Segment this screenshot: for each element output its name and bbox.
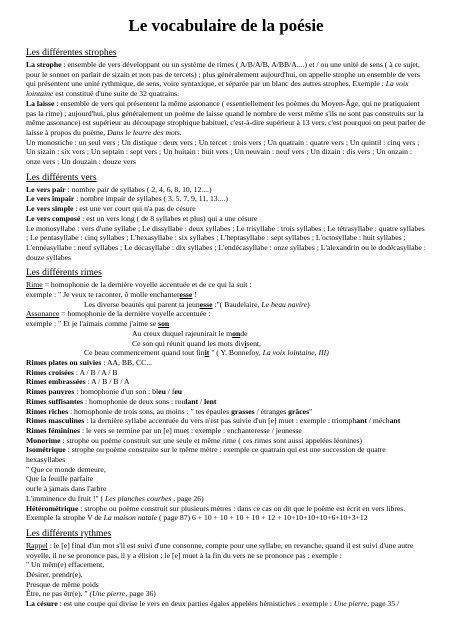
line-rimes-croisees: Rimes croisées : A / B / A / B (26, 367, 118, 377)
line-heterometrique: Hétérométrique : strophe ou poème construit sur plusieurs mètres : dans ce cas on dit que le poème est écrit en vers libres. Exemple la strophe V de La maison natale ( page 87) 6 + 10 + 10 + 10 + 10 + 12 + 10+10+10+10+6+10+3+12 (26, 503, 406, 523)
line-monorime: Monorime : strophe ou poème construit sur une seule et même rime ( ces rimes sont aussi appelées léonines) (26, 435, 363, 445)
verse-line-2: Désirer, prendr(e), (26, 570, 83, 580)
line-vers-compose: Le vers composé : est un vers long ( de 8 syllabes et plus) qui a une césure (26, 213, 258, 223)
paragraph-laisse: La laisse : ensemble de vers qui présentent la même assonance ( essentiellement les poèmes du Moyen-Âge, qui ne pratiquaient pas la rime) ; aujourd'hui, plus généralement un poème de laisse quand le nombre de verst même s'ils ne sont pas construits sur la même assonance) est supérieur au découpage strophique habituel, c'est-à-dire supérieur à 13 vers, c'est pourquoi on peut parler de laisse à propos du poème, Dans le leurre des mots. (26, 98, 425, 137)
line-vers-simple: Le vers simple : est une ver court qui n'a pas de césure (26, 204, 196, 214)
line-rimes-feminines: Rimes féminines : le vers se termine par un [e] muet : exemple : enchanteresse / jeunesse (26, 425, 302, 435)
line-isometrique: Isométrique : strophe ou poème construite sur le même mètre : exemple ce quatrain qui est une succession de quatre hexasyllabes (26, 445, 386, 465)
verse-line-3: Presque de même poids (26, 579, 99, 589)
quote-line-3: ourle à jamais dans l'arbre (26, 484, 107, 494)
section-heading-rythmes: Les différents rythmes (26, 528, 112, 539)
quote-line-1: " Que ce monde demeure, (26, 464, 106, 474)
line-rimes-masculines: Rimes masculines : la dernière syllabe accentuée du vers n'est pas suivie d'un [e] muet : exemple : triomphant / méchant (26, 416, 401, 426)
line-rimes-plates: Rimes plates ou suivies : AA, BB, CC... (26, 357, 153, 367)
example-line-6: Ce beau commencement quand tout finit " ( Y. Bonnefoy, La voix lointaine, III) (84, 348, 329, 358)
line-rimes-riches: Rimes riches : homophonie de trois sons, au moins : " tes épaules grasses / étranges grâces" (26, 406, 313, 416)
line-rime-def: Rime = homophonie de la dernière voyelle accentuée et de ce qui la suit : (26, 280, 252, 290)
line-rimes-pauvres: Rimes pauvres : homophonie d'un son : bleu / feu (26, 387, 183, 397)
paragraph-strophe: La strophe : ensemble de vers développant ou un système de rimes ( A/B/A/B, A/BB/A....) et / ou une unité de sens ( à ce sujet, pour le sonnet on parlait de sizain et non pas de tercets) ; plus généralement aujourd'hui, on appelle strophe un ensemble de vers qui présentent une unité rythmique, de sens, voire syntaxique, et séparée par un blanc des autres strophes. Exemple : La voix lointaine est constitué d'une suite de 32 quatrains. (26, 60, 420, 99)
paragraph-rappel: Rappel : le [e] final d'un mot s'il est suivi d'une consonne, compte pour une syllabe, en revanche, quand il est suivi d'une autre voyelle, il ne se prononce pas, il y a élision ; le [e] muet à la fin du vers ne se prononce pas : exemple : (26, 540, 414, 560)
line-rimes-embrassees: Rimes embrassées : A / B / B / A (26, 377, 130, 387)
paragraph-strophe-types: Un monostiche : un seul vers ; Un distique : deux vers ; Un tercet : trois vers ; Un quatrain : quatre vers ; Un quintil : cinq vers ; Un sizain : six vers ; Un septain : sept vers ; Un huitain : huit vers ; Un neuvain : neuf vers ; Un dizain : dis vers ; Un onzain : onze vers ; Un douzain : douze vers (26, 137, 420, 167)
section-heading-vers: Les différents vers (26, 172, 97, 183)
paragraph-cesure: La césure : est une coupe qui divise le vers en deux parties égales appelées hémistiches : exemple : Une pierre, page 35 / (26, 599, 400, 609)
line-vers-impair: Le vers impair : nombre impair de syllabes ( 3, 5, 7, 9, 11, 13....) (26, 194, 228, 204)
section-heading-rimes: Les différents rimes (26, 268, 102, 279)
paragraph-syllabe-types: Le monosyllabe : vers d'une syllabe ; Le dissyllabe : deux syllabes ; Le trisyllabe : trois syllabes ; Le tétrasyllabe : quatre syllabes ; Le pentasyllabe : cinq syllabes ; L'hexasyllabe : six syllabes ; L'heptasyllabe : sept syllabes ; L'octosyllabe : huit syllabes ; L'ennéasyllabe : neuf syllabes ; Le décasyllabe : dix syllabes ; L'endécasyllabe : onze syllabes ; L'alexandrin ou le dodécasyllabe : douze syllabes (26, 223, 426, 262)
example-line-2: Les diverse beautés qui parent ta jeunesse :"( Baudelaire, Le beau navire) (84, 299, 310, 309)
section-heading-strophes: Les différentes strophes (26, 48, 117, 58)
line-rimes-suffisantes: Rimes suffisantes : homophonie de deux sons : roulant / lent (26, 396, 217, 406)
verse-line-4: Être, ne pas êtr(e). " (Une pierre, page 36) (26, 589, 156, 599)
page-title: Le vocabulaire de la poésie (128, 16, 324, 35)
verse-line-1: " Un mêm(e) effacement, (26, 560, 105, 570)
example-line-5: Ce son qui réunit quand les mots divisent, (132, 338, 261, 348)
quote-line-4: L'imminence du fruit !" ( Les planches courbes , page 26) (26, 493, 204, 503)
line-assonance-def: Assonance = homophonie de la dernière voyelle accentuée : (26, 309, 211, 319)
line-vers-pair: Le vers pair : nombre pair de syllabes ( 2, 4, 6, 8, 10, 12....) (26, 184, 212, 194)
quote-line-2: Que la feuille parfaite (26, 474, 94, 484)
example-line-3: exemple : " Et je l'aimais comme j'aime se son (26, 319, 170, 329)
example-line-4: Au creux duquel rajeunirait le monde (132, 328, 248, 338)
example-line-1: exemple : " Je veux te raconter, ô molle enchanteresse ! (26, 290, 197, 300)
